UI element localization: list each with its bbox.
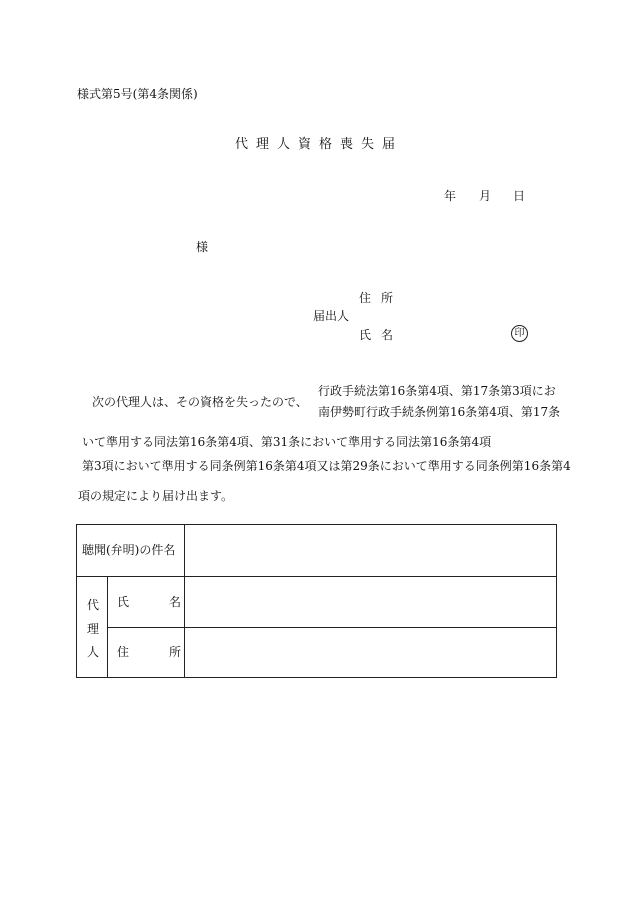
agent-label-char: 人 — [87, 645, 100, 659]
agent-info-table — [76, 524, 557, 678]
body-lead-text: 次の代理人は、その資格を失ったので、 — [92, 395, 308, 409]
agent-label-char: 理 — [87, 622, 100, 636]
body-option-ordinance: 南伊勢町行政手続条例第16条第4項、第17条 — [318, 405, 561, 419]
agent-label-char: 代 — [87, 598, 100, 612]
document-title: 代理人資格喪失届 — [235, 137, 404, 152]
hearing-subject-label: 聴聞(弁明)の件名 — [82, 543, 176, 557]
agent-address-field[interactable] — [185, 628, 556, 677]
applicant-label: 届出人 — [313, 309, 350, 323]
date-day-label: 日 — [513, 189, 526, 203]
body-text-line: 項の規定により届け出ます。 — [78, 489, 234, 503]
agent-name-field[interactable] — [185, 577, 556, 627]
agent-address-label: 住所 — [117, 645, 222, 659]
table-divider — [107, 576, 108, 677]
hearing-subject-field[interactable] — [185, 525, 556, 576]
applicant-name-label: 氏名 — [359, 328, 404, 342]
agent-name-label: 氏名 — [117, 595, 222, 609]
seal-mark: 印 — [511, 325, 528, 342]
form-number: 様式第5号(第4条関係) — [77, 87, 198, 101]
date-month-label: 月 — [479, 189, 492, 203]
addressee-suffix: 様 — [196, 240, 209, 254]
body-option-law: 行政手続法第16条第4項、第17条第3項にお — [318, 384, 556, 398]
applicant-address-label: 住所 — [359, 291, 404, 305]
body-text-line: いて準用する同法第16条第4項、第31条において準用する同法第16条第4項 — [82, 435, 492, 449]
body-text-line: 第3項において準用する同条例第16条第4項又は第29条において準用する同条例第16条第4 — [82, 459, 571, 473]
date-year-label: 年 — [444, 189, 457, 203]
